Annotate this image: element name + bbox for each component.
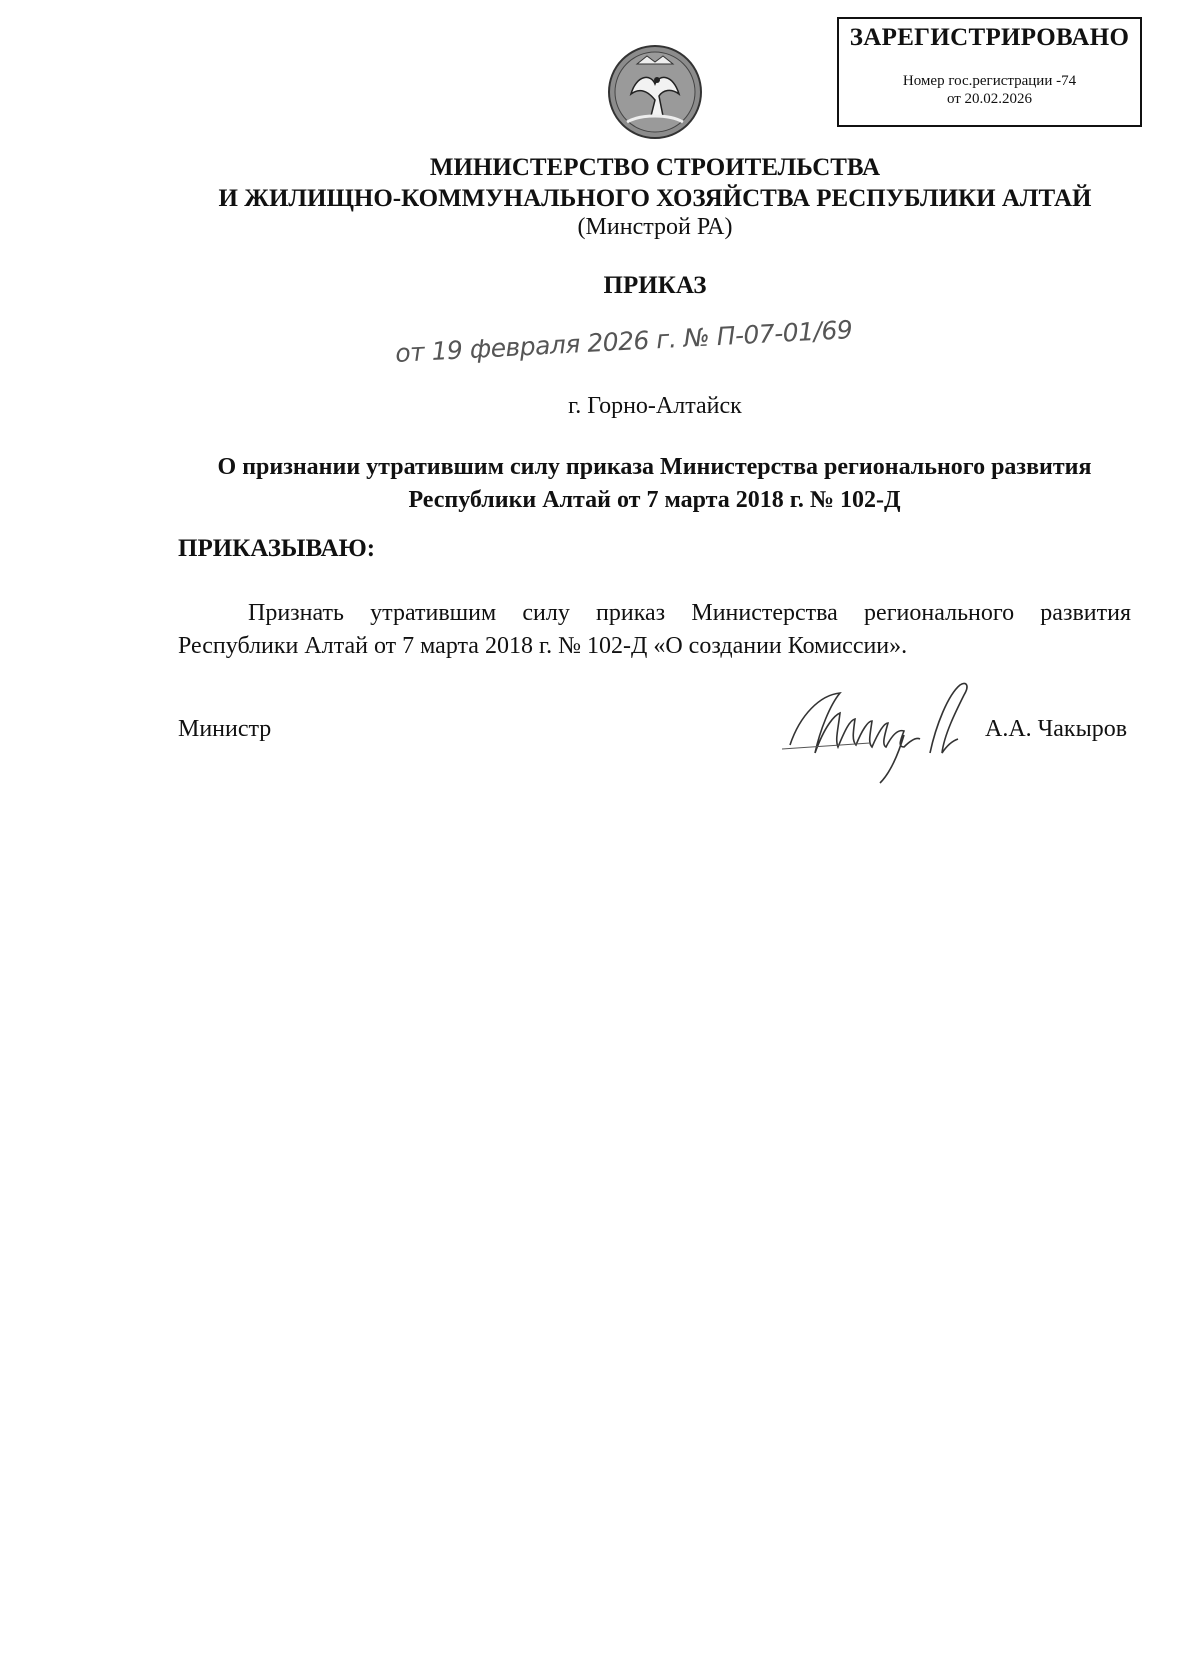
order-body: Признать утратившим силу приказ Министерства регионального развития Республики Алтай от 7 марта 2018 г. № 102-Д «О создании Комиссии». [178, 600, 1131, 659]
order-directive: ПРИКАЗЫВАЮ: [178, 535, 376, 562]
subject-line-1: О признании утратившим силу приказа Министерства регионального развития [217, 454, 1092, 480]
stamp-date: от 20.02.2026 [946, 91, 1033, 107]
document-type: ПРИКАЗ [603, 272, 707, 299]
ministry-line-2: И ЖИЛИЩНО-КОММУНАЛЬНОГО ХОЗЯЙСТВА РЕСПУБЛИКИ АЛТАЙ [218, 185, 1092, 212]
handwritten-signature [780, 675, 985, 785]
stamp-registration-number: Номер гос.регистрации -74 [902, 73, 1077, 89]
coat-of-arms-icon [607, 44, 703, 140]
handwritten-date-number: от 19 февраля 2026 г. № П-07-01/69 [394, 315, 853, 368]
ministry-name [0, 152, 1200, 214]
signer-name: А.А. Чакыров [985, 716, 1128, 742]
stamp-title: ЗАРЕГИСТРИРОВАНО [849, 24, 1130, 51]
subject-line-2: Республики Алтай от 7 марта 2018 г. № 102-Д [408, 487, 901, 513]
signer-title: Министр [178, 716, 272, 742]
city: г. Горно-Алтайск [568, 393, 742, 419]
ministry-short-name: (Минстрой РА) [577, 214, 733, 240]
ministry-line-1: МИНИСТЕРСТВО СТРОИТЕЛЬСТВА [429, 154, 881, 181]
document-subject [178, 451, 1131, 517]
registration-stamp [837, 17, 1142, 127]
